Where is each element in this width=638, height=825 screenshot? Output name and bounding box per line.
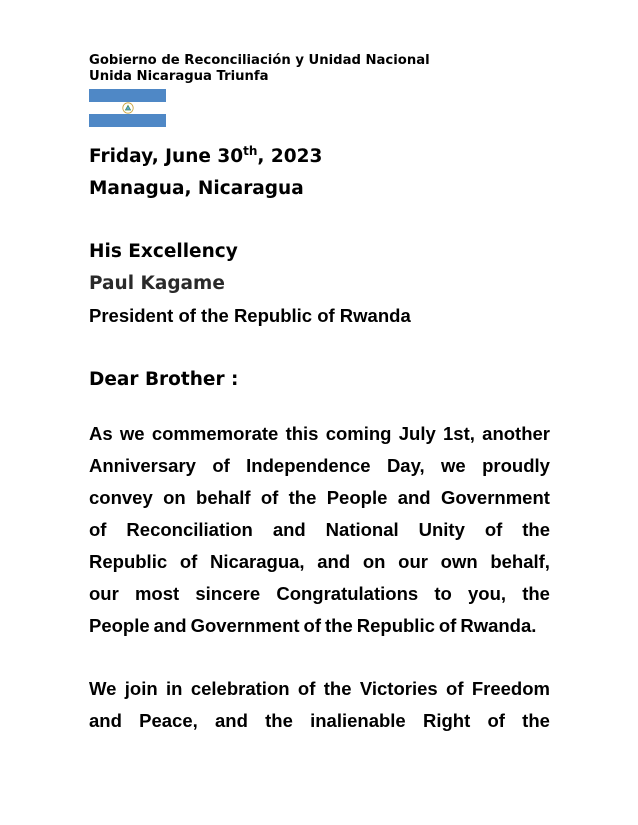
word: Anniversary bbox=[89, 455, 196, 476]
word: the bbox=[522, 710, 550, 731]
word: Peace, bbox=[139, 710, 198, 731]
letterhead-government-name: Gobierno de Reconciliación y Unidad Nacional bbox=[89, 53, 430, 68]
word: and bbox=[317, 551, 351, 572]
word: Victories bbox=[359, 678, 438, 699]
paragraph-line bbox=[89, 551, 550, 583]
salutation: Dear Brother : bbox=[89, 369, 239, 390]
paragraph-line bbox=[89, 487, 550, 519]
word: We bbox=[89, 678, 117, 699]
word: Republic bbox=[89, 551, 168, 572]
word: the bbox=[323, 678, 352, 699]
word: commemorate bbox=[151, 423, 279, 444]
letterhead bbox=[89, 53, 430, 85]
word: Congratulations bbox=[276, 583, 419, 604]
word: and bbox=[153, 615, 187, 636]
paragraph-line bbox=[89, 678, 550, 710]
word: we bbox=[119, 423, 145, 444]
word: this bbox=[285, 423, 319, 444]
word: we bbox=[441, 455, 466, 476]
word: the bbox=[522, 583, 550, 604]
word: sincere bbox=[195, 583, 261, 604]
word: Unity bbox=[418, 519, 465, 540]
word: Independence bbox=[246, 455, 371, 476]
word: Government bbox=[190, 615, 300, 636]
word: and bbox=[272, 519, 306, 540]
paragraph-line bbox=[89, 455, 550, 487]
letter-date: Friday, June 30th, 2023 bbox=[89, 144, 323, 167]
recipient-title: His Excellency bbox=[89, 241, 238, 262]
word: on bbox=[163, 487, 186, 508]
word: of bbox=[260, 487, 279, 508]
word: in bbox=[166, 678, 183, 699]
paragraph-line bbox=[89, 423, 550, 455]
word: most bbox=[134, 583, 180, 604]
word: behalf bbox=[196, 487, 251, 508]
word: and bbox=[397, 487, 431, 508]
coat-of-arms-icon bbox=[121, 102, 135, 114]
body-paragraph bbox=[89, 678, 550, 742]
word: of bbox=[438, 615, 457, 636]
word: and bbox=[215, 710, 248, 731]
letter-place: Managua, Nicaragua bbox=[89, 178, 304, 199]
word: the bbox=[325, 615, 353, 636]
word: of bbox=[487, 710, 505, 731]
word: Nicaragua, bbox=[209, 551, 305, 572]
paragraph-line bbox=[89, 583, 550, 615]
word: on bbox=[362, 551, 386, 572]
word: our bbox=[89, 583, 119, 604]
word: the bbox=[265, 710, 293, 731]
word: proudly bbox=[482, 455, 550, 476]
flag-top-band bbox=[89, 89, 166, 102]
word: 1st, bbox=[443, 423, 475, 444]
word: own bbox=[440, 551, 478, 572]
word: of bbox=[303, 615, 321, 636]
word: coming bbox=[325, 423, 392, 444]
paragraph-line bbox=[89, 615, 550, 647]
word: of bbox=[89, 519, 107, 540]
word: to bbox=[434, 583, 452, 604]
word: Rwanda. bbox=[460, 615, 537, 636]
word: Freedom bbox=[471, 678, 550, 699]
paragraph-line bbox=[89, 519, 550, 551]
word: As bbox=[89, 423, 113, 444]
word: you, bbox=[467, 583, 507, 604]
word: another bbox=[482, 423, 550, 444]
recipient-name: Paul Kagame bbox=[89, 273, 225, 294]
word: of bbox=[446, 678, 464, 699]
body-paragraph bbox=[89, 423, 550, 647]
word: of bbox=[297, 678, 316, 699]
word: Government bbox=[440, 487, 550, 508]
word: Reconciliation bbox=[126, 519, 253, 540]
letterhead-motto: Unida Nicaragua Triunfa bbox=[89, 69, 269, 84]
word: the bbox=[522, 519, 550, 540]
word: July bbox=[398, 423, 436, 444]
word: Day, bbox=[386, 455, 425, 476]
word: inalienable bbox=[310, 710, 406, 731]
word: convey bbox=[89, 487, 153, 508]
word: of bbox=[484, 519, 503, 540]
recipient-office: President of the Republic of Rwanda bbox=[89, 305, 411, 326]
paragraph-line bbox=[89, 710, 550, 742]
word: the bbox=[288, 487, 317, 508]
word: Right bbox=[422, 710, 471, 731]
flag-bottom-band bbox=[89, 114, 166, 127]
word: join bbox=[124, 678, 158, 699]
word: People bbox=[326, 487, 388, 508]
word: People bbox=[89, 615, 150, 636]
nicaragua-flag bbox=[89, 89, 166, 127]
word: behalf, bbox=[490, 551, 550, 572]
word: Republic bbox=[356, 615, 435, 636]
word: of bbox=[212, 455, 230, 476]
word: our bbox=[398, 551, 428, 572]
word: National bbox=[325, 519, 399, 540]
word: and bbox=[89, 710, 122, 731]
word: of bbox=[179, 551, 198, 572]
word: celebration bbox=[190, 678, 290, 699]
